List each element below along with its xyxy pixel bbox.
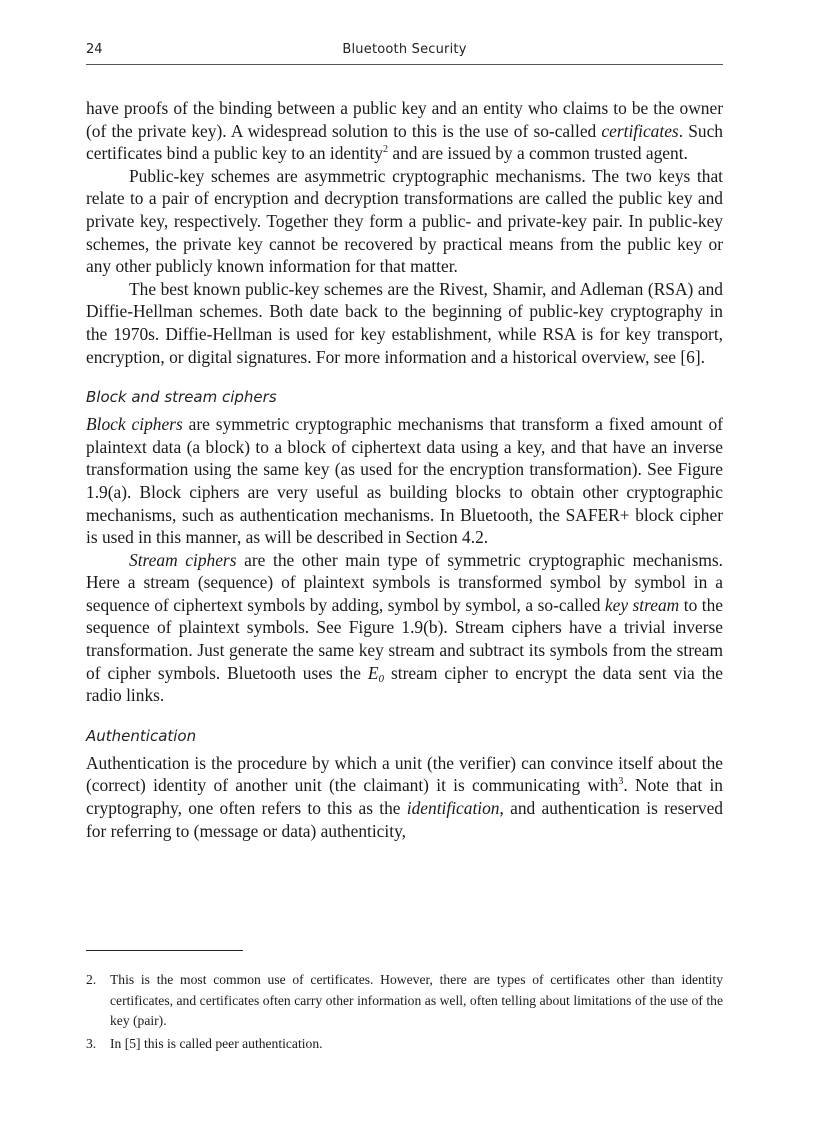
footnote-number: 2. [86,972,97,987]
page-number: 24 [86,42,103,57]
body-text [86,97,723,842]
running-header [86,42,723,64]
footnote-ref-3[interactable]: 3 [618,776,624,788]
term-identification: identification [406,798,500,819]
paragraph-public-key: Public-key schemes are asymmetric cryptographic mechanisms. The two keys that relate to a pair of encryption and decryption transformations are called the public key and private key, respectively. Together they form a public- and private-key pair. In public-key schemes, the private key cannot be recovered by practical means from the public key or any other publicly known information for that matter. [86,165,723,277]
footnote-ref-2[interactable]: 2 [383,144,388,156]
paragraph-rsa-diffie-hellman: The best known public-key schemes are the Rivest, Shamir, and Adleman (RSA) and Diffie-Hellman schemes. Both date back to the beginning of public-key cryptography in the 1970s. Diffie-Hellman is used for key establishment, while RSA is for key transport, encryption, or digital signatures. For more information and a historical overview, see [6]. [86,278,723,367]
term-key-stream: key stream [604,594,680,615]
section-heading-authentication: Authentication [86,726,197,745]
header-rule [86,64,723,65]
term-block-ciphers: Block ciphers [86,414,183,435]
footnote-rule [86,950,243,951]
footnote-number: 3. [86,1035,97,1051]
paragraph-stream-ciphers: Stream ciphers are the other main type of symmetric cryptographic mechanisms. Here a stream (sequence) of plaintext symbols is transformed symbol by symbol in a sequence of ciphertext symbols by adding, symbol by symbol, a so-called key stream to the sequence of plaintext symbols. See Figure 1.9(b). Stream ciphers have a trivial inverse transformation. Just generate the same key stream and subtract its symbols from the stream of cipher symbols. Bluetooth uses the $E_0$ stream cipher to encrypt the data sent via the radio links. [86,549,724,706]
symbol-e0: $E_0$ [367,662,385,685]
paragraph-certificates: have proofs of the binding between a public key and an entity who claims to be the owner (of the private key). A widespread solution to this is the use of so-called certificates. Such certificates bind a public key to an identity$^2$ and are issued by a common trusted agent. [86,98,723,164]
section-heading-block-stream: Block and stream ciphers [86,388,277,407]
footnote-text: In [5] this is called peer authentication. [110,1035,323,1051]
term-stream-ciphers: Stream ciphers [129,549,237,570]
paragraph-authentication: Authentication is the procedure by which a unit (the verifier) can convince itself about the (correct) identity of another unit (the claimant) it is communicating with$^3$. Note that in cryptography, one often refers to this as the identification, and authentication is reserved for referring to (message or data) authenticity, [86,752,723,841]
paragraph-block-ciphers: Block ciphers are symmetric cryptographic mechanisms that transform a fixed amount of plaintext data (a block) to a block of ciphertext data using a key, and that have an inverse transformation using the same key (as used for the encryption transformation). See Figure 1.9(a). Block ciphers are very useful as building blocks to obtain other cryptographic mechanisms, such as authentication mechanisms. In Bluetooth, the SAFER+ block cipher is used in this manner, as will be described in Section 4.2. [86,414,723,548]
footnote-text: This is the most common use of certificates. However, there are types of certificates other than identity certificates, and certificates often carry other information as well, often telling about limitations of the use of the key (pair). [110,972,723,1028]
footnotes [86,970,723,1056]
footnote-2 [86,970,723,1032]
running-title: Bluetooth Security [342,42,467,57]
term-certificates: certificates [601,120,679,141]
footnote-3 [86,1034,723,1055]
